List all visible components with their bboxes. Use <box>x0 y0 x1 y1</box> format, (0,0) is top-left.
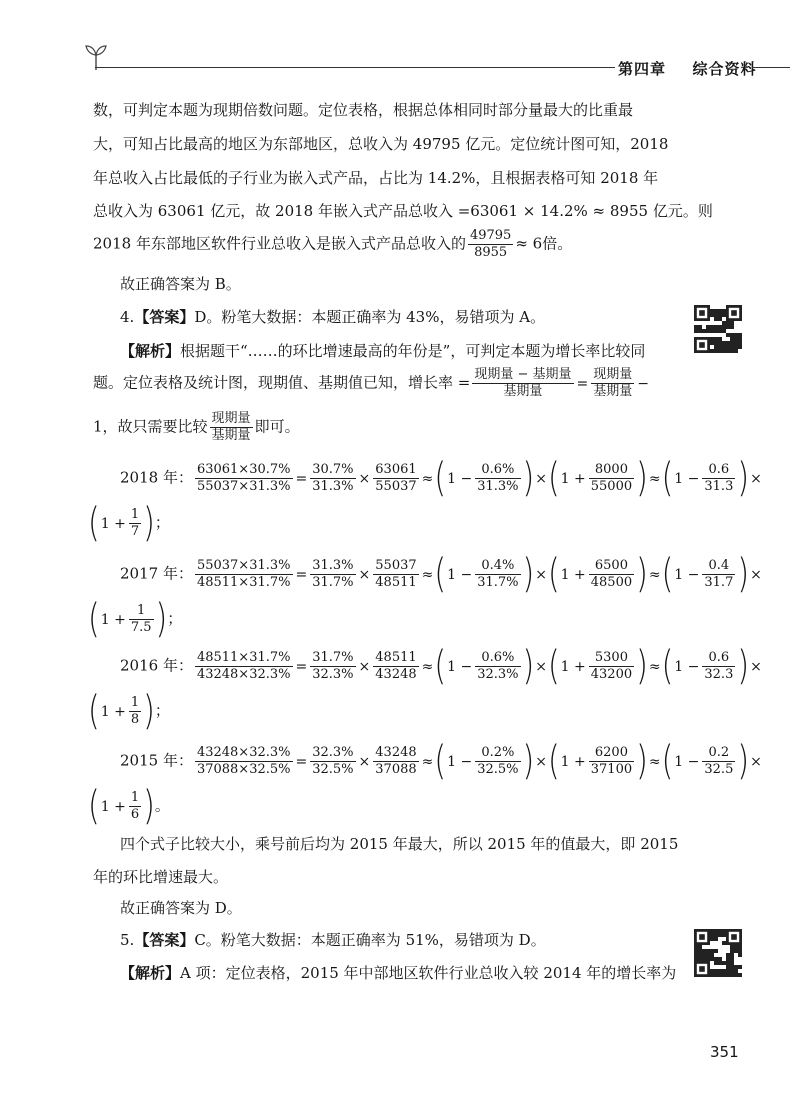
answer-q4: 故正确答案为 D。 <box>120 899 242 917</box>
q5-answer-line: 5.【答案】C。粉笔大数据：本题正确率为 51%，易错项为 D。 <box>120 931 546 949</box>
q4-analysis-line3: 1，故只需要比较 $\frac{\text{现期量}}{\text{基期量}}$ 即可。 <box>93 411 300 443</box>
share-fraction: $\frac{31.7\%}{32.3\%}$ <box>312 650 354 682</box>
value-change-fraction: $\frac{6500}{48500}$ <box>590 558 633 590</box>
share-change-fraction: $\frac{0.6\%}{31.3\%}$ <box>477 462 519 494</box>
q4-answer-line: 4.【答案】D。粉笔大数据：本题正确率为 43%，易错项为 A。 <box>120 308 546 326</box>
ratio-fraction: $\frac{55037\times 31.3\%}{48511\times 31.7\%}$ <box>196 558 291 590</box>
qr-code-icon[interactable] <box>694 929 742 977</box>
approx-fraction: $\frac{0.2}{32.5}$ <box>704 745 734 777</box>
year-formula-row: 2016 年： $\frac{48511\times 31.7\%}{43248\times 32.3\%}$ = $\frac{31.7\%}{32.3\%}$ × $\frac{48511}{43248}$ ≈(1 − $\frac{0.6\%}{32.3\%}$ )×(1 + $\frac{5300}{43200}$ )≈(1 − $\frac{0.6}{32.3}$ )× <box>120 642 762 690</box>
share-change-fraction: $\frac{0.2\%}{32.5\%}$ <box>477 745 519 777</box>
q5-analysis-line1: 【解析】A 项：定位表格，2015 年中部地区软件行业总收入较 2014 年的增长率为 <box>120 964 677 982</box>
approx-fraction: $\frac{0.6}{31.3}$ <box>704 462 734 494</box>
para1-line1: 数，可判定本题为现期倍数问题。定位表格，根据总体相同时部分量最大的比重最 <box>93 101 634 119</box>
value-change-fraction: $\frac{6200}{37100}$ <box>590 745 633 777</box>
value-fraction: $\frac{43248}{37088}$ <box>375 745 417 777</box>
year-formula-row: 2015 年： $\frac{43248\times 32.3\%}{37088\times 32.5\%}$ = $\frac{32.3\%}{32.5\%}$ × $\frac{43248}{37088}$ ≈(1 − $\frac{0.2\%}{32.5\%}$ )×(1 + $\frac{6200}{37100}$ )≈(1 − $\frac{0.2}{32.5}$ )× <box>120 737 762 785</box>
year-formula-tail: (1 + $\frac{1}{7.5}$ )； <box>88 595 183 643</box>
analysis-tag: 【解析】 <box>120 964 181 982</box>
tail-fraction: $\frac{1}{7}$ <box>130 507 140 539</box>
share-fraction: $\frac{30.7\%}{31.3\%}$ <box>312 462 354 494</box>
year-label: 2016 年： <box>120 656 193 675</box>
para1-line4: 总收入为 63061 亿元，故 2018 年嵌入式产品总收入 =63061 × 14.2% ≈ 8955 亿元。则 <box>93 202 713 220</box>
value-change-fraction: $\frac{5300}{43200}$ <box>590 650 633 682</box>
year-label: 2018 年： <box>120 468 193 487</box>
share-change-fraction: $\frac{0.6\%}{32.3\%}$ <box>477 650 519 682</box>
ratio-fraction: $\frac{48511\times 31.7\%}{43248\times 32.3\%}$ <box>196 650 291 682</box>
running-header <box>618 58 757 79</box>
ratio-fraction: $\frac{43248\times 32.3\%}{37088\times 32.5\%}$ <box>196 745 291 777</box>
tail-fraction: $\frac{1}{6}$ <box>130 790 140 822</box>
chapter-title: 第四章 <box>618 60 667 78</box>
answer-tag: 【答案】 <box>134 308 195 326</box>
year-formula-row: 2017 年： $\frac{55037\times 31.3\%}{48511\times 31.7\%}$ = $\frac{31.3\%}{31.7\%}$ × $\frac{55037}{48511}$ ≈(1 − $\frac{0.4\%}{31.7\%}$ )×(1 + $\frac{6500}{48500}$ )≈(1 − $\frac{0.4}{31.7}$ )× <box>120 550 762 598</box>
header-rule <box>95 67 615 68</box>
q4-analysis-line1: 【解析】根据题干“……的环比增速最高的年份是”，可判定本题为增长率比较同 <box>120 342 646 360</box>
conclusion-line2: 年的环比增速最大。 <box>93 868 229 886</box>
year-formula-row: 2018 年： $\frac{63061\times 30.7\%}{55037\times 31.3\%}$ = $\frac{30.7\%}{31.3\%}$ × $\frac{63061}{55037}$ ≈(1 − $\frac{0.6\%}{31.3\%}$ )×(1 + $\frac{8000}{55000}$ )≈(1 − $\frac{0.6}{31.3}$ )× <box>120 454 762 502</box>
answer-q3: 故正确答案为 B。 <box>120 275 241 293</box>
value-fraction: $\frac{63061}{55037}$ <box>375 462 417 494</box>
ratio-fraction: $\frac{63061\times 30.7\%}{55037\times 31.3\%}$ <box>196 462 291 494</box>
qr-code-icon[interactable] <box>694 305 742 353</box>
growth-rate-fraction: $\frac{\text{现期量 − 基期量}}{\text{基期量}}$ <box>474 367 572 399</box>
approx-fraction: $\frac{0.4}{31.7}$ <box>704 558 734 590</box>
tail-fraction: $\frac{1}{8}$ <box>130 695 140 727</box>
year-label: 2017 年： <box>120 564 193 583</box>
compare-fraction: $\frac{\text{现期量}}{\text{基期量}}$ <box>211 411 251 443</box>
header-rule-right <box>752 67 790 68</box>
conclusion-line1: 四个式子比较大小，乘号前后均为 2015 年最大，所以 2015 年的值最大，即 2015 <box>120 835 679 853</box>
value-fraction: $\frac{55037}{48511}$ <box>375 558 417 590</box>
para1-line5: 2018 年东部地区软件行业总收入是嵌入式产品总收入的 $\frac{49795}{8955}$ ≈ 6倍。 <box>93 228 573 260</box>
para1-line2: 大，可知占比最高的地区为东部地区，总收入为 49795 亿元。定位统计图可知，2018 <box>93 135 669 153</box>
para1-line3: 年总收入占比最低的子行业为嵌入式产品，占比为 14.2%，且根据表格可知 2018 年 <box>93 169 659 187</box>
answer-tag: 【答案】 <box>134 931 195 949</box>
share-fraction: $\frac{32.3\%}{32.5\%}$ <box>312 745 354 777</box>
year-formula-tail: (1 + $\frac{1}{8}$ )； <box>88 687 170 735</box>
share-fraction: $\frac{31.3\%}{31.7\%}$ <box>312 558 354 590</box>
analysis-tag: 【解析】 <box>120 342 181 360</box>
tail-fraction: $\frac{1}{7.5}$ <box>130 603 152 635</box>
year-formula-tail: (1 + $\frac{1}{6}$ )。 <box>88 782 170 830</box>
value-fraction: $\frac{48511}{43248}$ <box>375 650 417 682</box>
year-label: 2015 年： <box>120 751 193 770</box>
year-formula-tail: (1 + $\frac{1}{7}$ )； <box>88 499 170 547</box>
page-number: 351 <box>710 1043 739 1061</box>
multiple-fraction: $\frac{49795}{8955}$ <box>469 228 512 260</box>
share-change-fraction: $\frac{0.4\%}{31.7\%}$ <box>477 558 519 590</box>
ratio-fraction: $\frac{\text{现期量}}{\text{基期量}}$ <box>593 367 633 399</box>
section-title: 综合资料 <box>692 60 757 78</box>
value-change-fraction: $\frac{8000}{55000}$ <box>590 462 633 494</box>
approx-fraction: $\frac{0.6}{32.3}$ <box>704 650 734 682</box>
q4-analysis-line2: 题。定位表格及统计图，现期值、基期值已知，增长率 = $\frac{\text{现期量 − 基期量}}{\text{基期量}}$ = $\frac{\text{现期量}}{\text{基期量}}$ − <box>93 367 649 399</box>
